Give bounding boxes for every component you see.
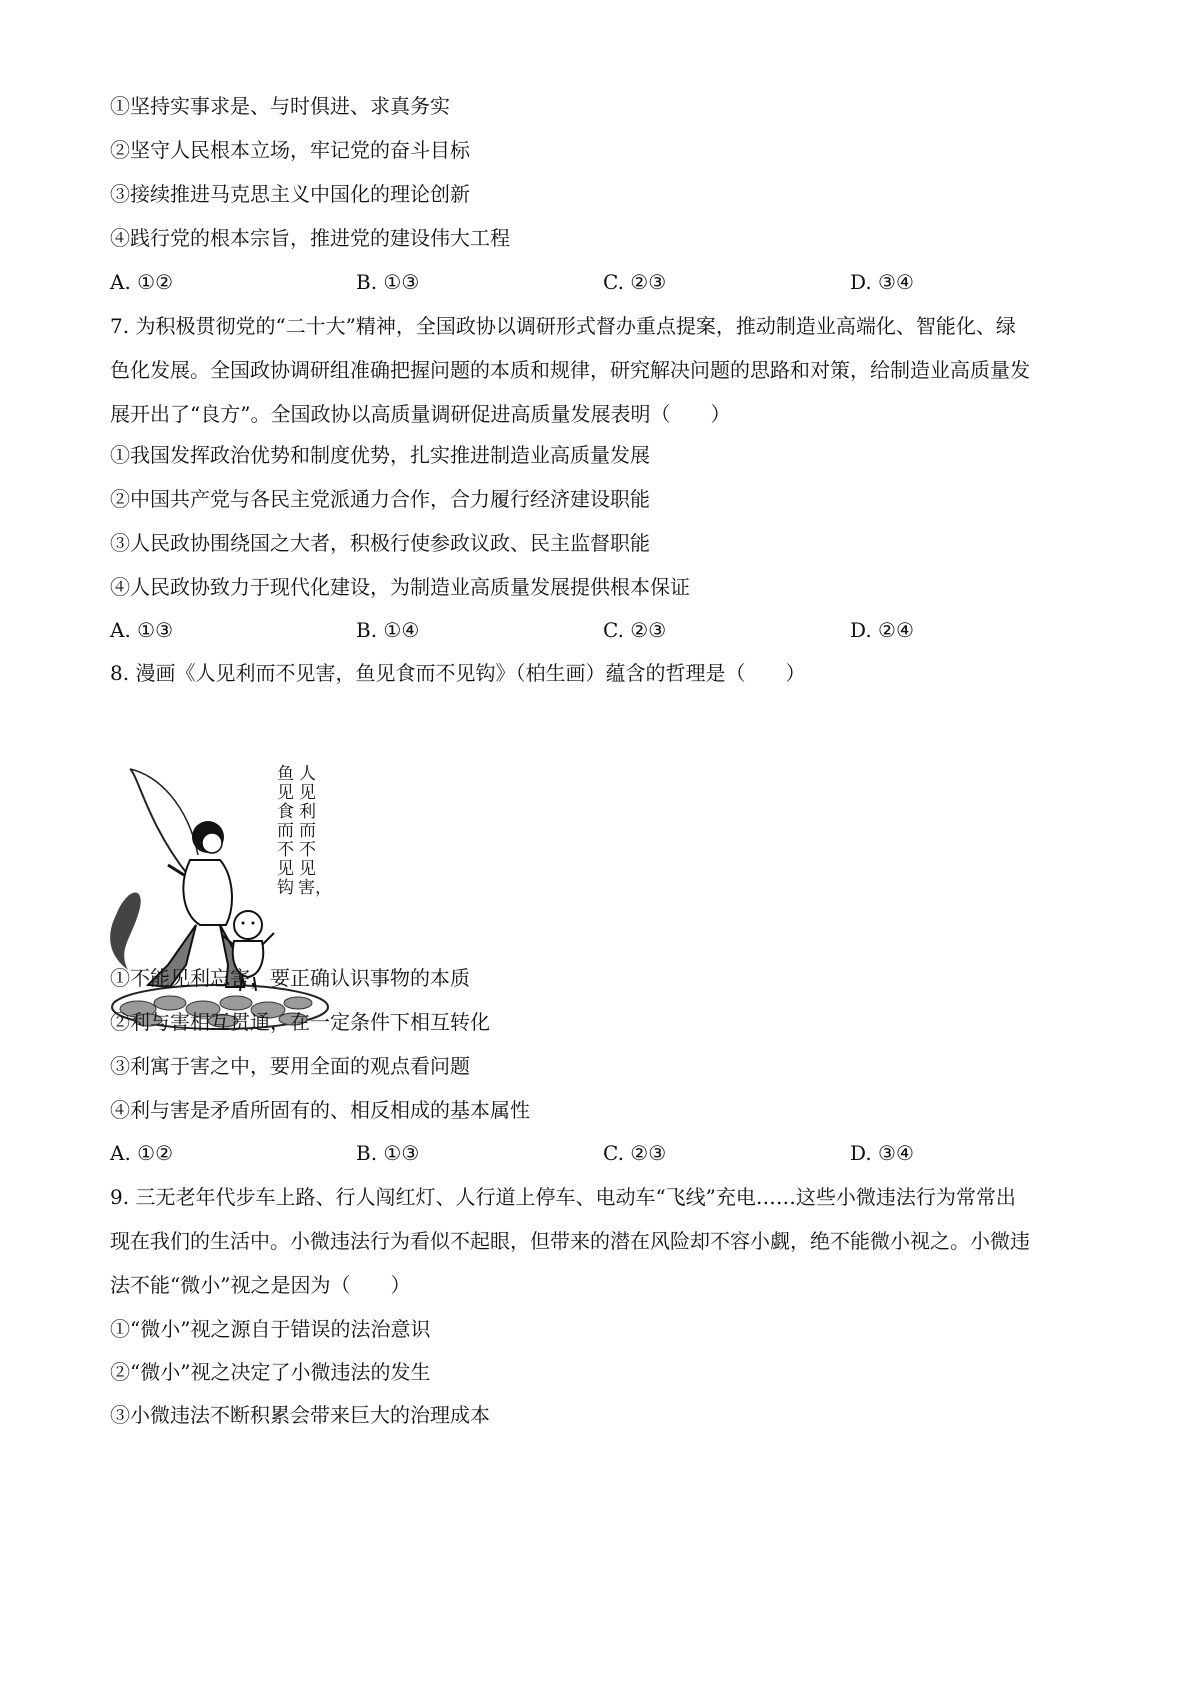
- q7-choice-a: A. ①③: [110, 618, 174, 642]
- q8-stem: 8. 漫画《人见利而不见害，鱼见食而不见钩》（柏生画）蕴含的哲理是（ ）: [110, 661, 806, 685]
- q7-choices: [110, 616, 1110, 644]
- q9-option-2: ②“微小”视之决定了小微违法的发生: [110, 1360, 431, 1384]
- q6-choice-b: B. ①③: [356, 270, 420, 294]
- q8-choice-a: A. ①②: [110, 1141, 174, 1165]
- cartoon-caption-line-1: 人见利而不见害，: [298, 764, 332, 898]
- q7-option-1: ①我国发挥政治优势和制度优势，扎实推进制造业高质量发展: [110, 443, 650, 467]
- q8-choice-d: D. ③④: [850, 1141, 914, 1165]
- q8-choices: [110, 1139, 1110, 1167]
- q6-choices: [110, 268, 1110, 296]
- q6-option-1: ①坚持实事求是、与时俱进、求真务实: [110, 94, 450, 118]
- q8-option-3: ③利寓于害之中，要用全面的观点看问题: [110, 1054, 470, 1078]
- cartoon-figure: [108, 765, 348, 1035]
- q8-choice-b: B. ①③: [356, 1141, 420, 1165]
- q7-choice-b: B. ①④: [356, 618, 420, 642]
- q8-option-2: ②利与害相互贯通，在一定条件下相互转化: [110, 1010, 490, 1034]
- q9-stem-line-3: 法不能“微小”视之是因为（ ）: [110, 1273, 411, 1297]
- q6-option-3: ③接续推进马克思主义中国化的理论创新: [110, 182, 470, 206]
- q7-stem-line-3: 展开出了“良方”。全国政协以高质量调研促进高质量发展表明（ ）: [110, 402, 731, 426]
- q7-option-3: ③人民政协围绕国之大者，积极行使参政议政、民主监督职能: [110, 531, 650, 555]
- q6-choice-d: D. ③④: [850, 270, 914, 294]
- q7-stem-line-1: 7. 为积极贯彻党的“二十大”精神，全国政协以调研形式督办重点提案，推动制造业高端化、智能化、绿: [110, 314, 1016, 338]
- q7-choice-d: D. ②④: [850, 618, 914, 642]
- q9-stem-line-1: 9. 三无老年代步车上路、行人闯红灯、人行道上停车、电动车“飞线”充电……这些小微违法行为常常出: [110, 1185, 1016, 1209]
- q8-option-4: ④利与害是矛盾所固有的、相反相成的基本属性: [110, 1098, 530, 1122]
- q8-option-1: ①不能见利忘害，要正确认识事物的本质: [110, 966, 470, 990]
- q6-option-2: ②坚守人民根本立场，牢记党的奋斗目标: [110, 138, 470, 162]
- q7-choice-c: C. ②③: [603, 618, 667, 642]
- q9-option-3: ③小微违法不断积累会带来巨大的治理成本: [110, 1403, 490, 1427]
- q7-option-2: ②中国共产党与各民主党派通力合作，合力履行经济建设职能: [110, 487, 650, 511]
- q7-option-4: ④人民政协致力于现代化建设，为制造业高质量发展提供根本保证: [110, 575, 690, 599]
- q6-choice-c: C. ②③: [603, 270, 667, 294]
- q9-option-1: ①“微小”视之源自于错误的法治意识: [110, 1317, 431, 1341]
- q8-choice-c: C. ②③: [603, 1141, 667, 1165]
- q6-choice-a: A. ①②: [110, 270, 174, 294]
- cartoon-caption-line-2: 鱼见食而不见钩: [277, 764, 294, 898]
- q9-stem-line-2: 现在我们的生活中。小微违法行为看似不起眼，但带来的潜在风险却不容小觑，绝不能微小视之。小微违: [110, 1229, 1030, 1253]
- q7-stem-line-2: 色化发展。全国政协调研组准确把握问题的本质和规律，研究解决问题的思路和对策，给制造业高质量发: [110, 358, 1030, 382]
- q6-option-4: ④践行党的根本宗旨，推进党的建设伟大工程: [110, 226, 510, 250]
